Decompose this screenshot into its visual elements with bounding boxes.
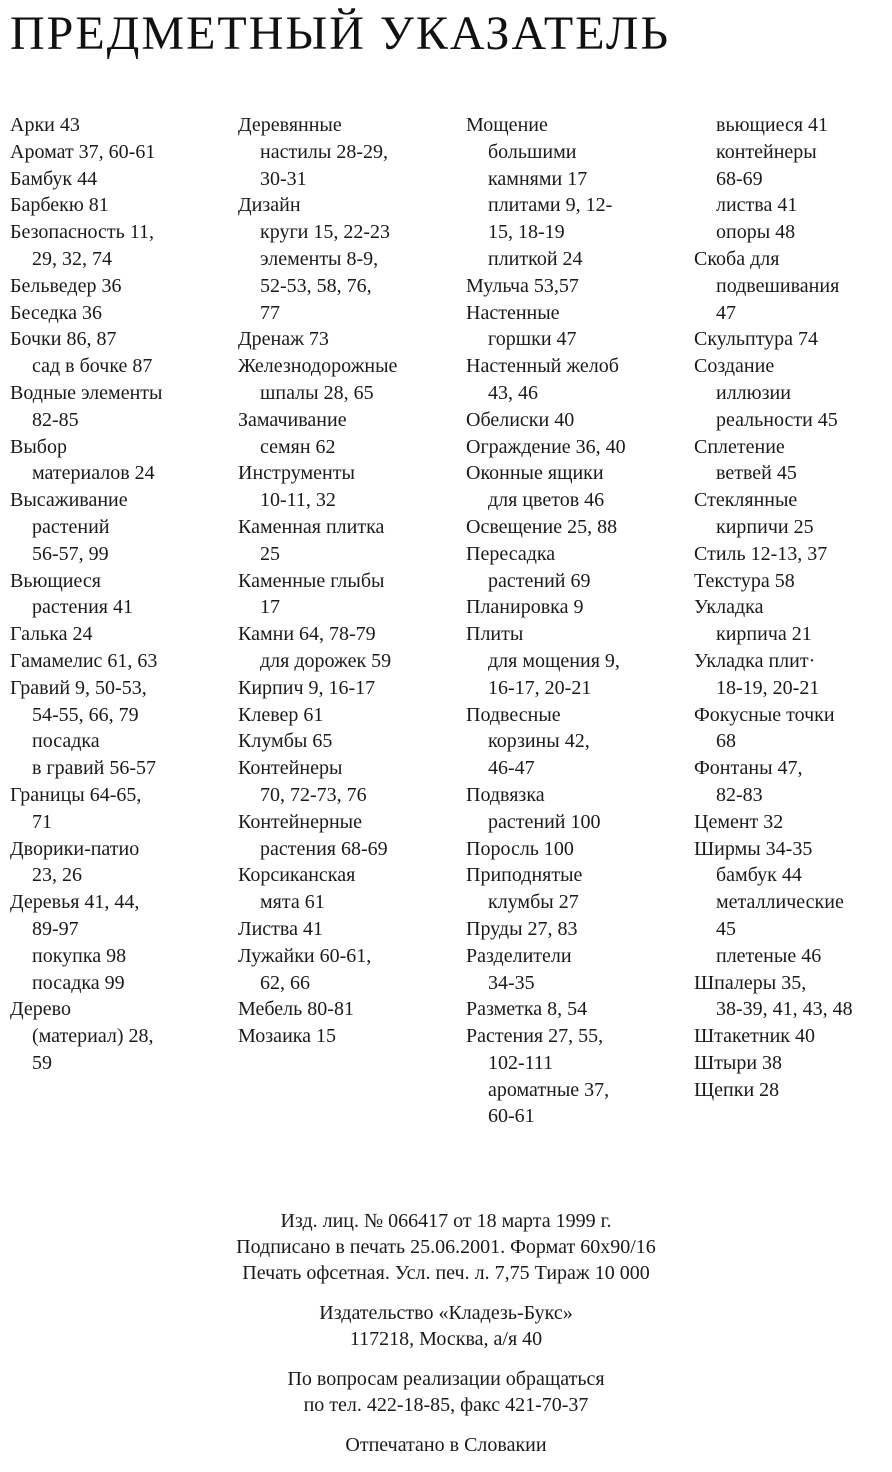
index-subentry: 82-85 <box>32 408 79 431</box>
index-entry: Каменные глыбы <box>238 569 385 592</box>
index-column-4 <box>694 112 853 1103</box>
index-subentry: растения 68-69 <box>260 837 388 860</box>
page-title: ПРЕДМЕТНЫЙ УКАЗАТЕЛЬ <box>10 7 671 60</box>
index-subentry: 16-17, 20-21 <box>488 676 592 699</box>
index-subentry: растений 100 <box>488 810 601 833</box>
index-entry: Фонтаны 47, <box>694 757 803 780</box>
index-entry: Галька 24 <box>10 623 93 646</box>
index-subentry: 17 <box>260 596 280 619</box>
index-subentry: 60-61 <box>488 1105 535 1128</box>
index-subentry: 89-97 <box>32 917 79 940</box>
index-subentry: 15, 18-19 <box>488 221 565 244</box>
index-entry: Создание <box>694 355 775 378</box>
index-subentry: кирпичи 25 <box>716 515 814 538</box>
index-entry: Штакетник 40 <box>694 1025 815 1048</box>
index-subentry: (материал) 28, <box>32 1025 154 1048</box>
index-subentry: контейнеры <box>716 140 817 163</box>
index-subentry: 56-57, 99 <box>32 542 109 565</box>
index-subentry: 34-35 <box>488 971 535 994</box>
index-entry: Мозаика 15 <box>238 1025 337 1048</box>
index-entry: Аромат 37, 60-61 <box>10 140 156 163</box>
index-subentry: 54-55, 66, 79 <box>32 703 139 726</box>
index-subentry: 10-11, 32 <box>260 489 336 512</box>
index-column-1 <box>10 112 162 1077</box>
index-subentry: растений 69 <box>488 569 591 592</box>
index-entry: Разделители <box>466 944 572 967</box>
index-entry: Пересадка <box>466 542 556 565</box>
index-subentry: 47 <box>716 301 736 324</box>
index-subentry: 43, 46 <box>488 381 538 404</box>
index-subentry: 29, 32, 74 <box>32 247 112 270</box>
index-entry: Контейнеры <box>238 757 343 780</box>
index-entry: Текстура 58 <box>694 569 795 592</box>
index-entry: Кирпич 9, 16-17 <box>238 676 376 699</box>
imprint-paragraph <box>0 1300 892 1352</box>
index-subentry: покупка 98 <box>32 944 127 967</box>
index-subentry: 30-31 <box>260 167 307 190</box>
imprint-line: Печать офсетная. Усл. печ. л. 7,75 Тираж 10 000 <box>242 1262 650 1284</box>
index-entry: Дизайн <box>238 194 301 217</box>
index-subentry: сад в бочке 87 <box>32 355 153 378</box>
index-entry: Камни 64, 78-79 <box>238 623 376 646</box>
index-entry: Освещение 25, 88 <box>466 515 618 538</box>
index-entry: Шпалеры 35, <box>694 971 807 994</box>
index-subentry: металлические <box>716 891 844 914</box>
index-subentry: ароматные 37, <box>488 1078 610 1101</box>
index-entry: Настенный желоб <box>466 355 619 378</box>
index-entry: Дворики-патио <box>10 837 140 860</box>
index-subentry: опоры 48 <box>716 221 796 244</box>
index-subentry: клумбы 27 <box>488 891 579 914</box>
index-column-2 <box>238 112 397 1050</box>
index-entry: Контейнерные <box>238 810 362 833</box>
index-subentry: растений <box>32 515 110 538</box>
index-subentry: для дорожек 59 <box>260 649 392 672</box>
imprint-block <box>0 1208 892 1472</box>
index-entry: Настенные <box>466 301 560 324</box>
index-subentry: 52-53, 58, 76, <box>260 274 372 297</box>
index-entry: Корсиканская <box>238 864 356 887</box>
index-subentry: 25 <box>260 542 280 565</box>
index-entry: Ограждение 36, 40 <box>466 435 626 458</box>
imprint-line: 117218, Москва, а/я 40 <box>349 1328 543 1350</box>
index-subentry: семян 62 <box>260 435 336 458</box>
index-entry: Укладка <box>694 596 764 619</box>
index-subentry: большими <box>488 140 577 163</box>
index-subentry: реальности 45 <box>716 408 838 431</box>
imprint-paragraph <box>0 1208 892 1286</box>
index-subentry: 82-83 <box>716 783 763 806</box>
index-entry: Мощение <box>466 114 548 136</box>
index-entry: Железнодорожные <box>238 355 398 378</box>
index-entry: Дерево <box>10 998 71 1021</box>
index-entry: Плиты <box>466 623 524 646</box>
index-subentry: 70, 72-73, 76 <box>260 783 367 806</box>
index-entry: Дренаж 73 <box>238 328 329 351</box>
index-entry: Деревья 41, 44, <box>10 891 140 914</box>
index-subentry: 68 <box>716 730 736 753</box>
index-entry: Каменная плитка <box>238 515 385 538</box>
index-subentry: плиткой 24 <box>488 247 583 270</box>
index-subentry: 62, 66 <box>260 971 310 994</box>
index-subentry: растения 41 <box>32 596 133 619</box>
index-subentry: посадка 99 <box>32 971 125 994</box>
index-entry: Разметка 8, 54 <box>466 998 588 1021</box>
index-subentry: плитами 9, 12- <box>488 194 613 217</box>
imprint-line: по тел. 422-18-85, факс 421-70-37 <box>303 1394 589 1416</box>
index-entry: Скульптура 74 <box>694 328 819 351</box>
index-entry: Оконные ящики <box>466 462 604 485</box>
index-subentry: 77 <box>260 301 280 324</box>
imprint-line: Подписано в печать 25.06.2001. Формат 60х90/16 <box>236 1236 656 1258</box>
index-entry: Гамамелис 61, 63 <box>10 649 158 672</box>
index-entry: Пруды 27, 83 <box>466 917 578 940</box>
index-entry: Деревянные <box>238 114 342 136</box>
index-entry: Арки 43 <box>10 114 80 136</box>
index-subentry: круги 15, 22-23 <box>260 221 391 244</box>
index-entry: Цемент 32 <box>694 810 784 833</box>
index-entry: Поросль 100 <box>466 837 574 860</box>
index-entry: Лужайки 60-61, <box>238 944 372 967</box>
index-subentry: настилы 28-29, <box>260 140 388 163</box>
index-entry: Бочки 86, 87 <box>10 328 117 351</box>
index-entry: Границы 64-65, <box>10 783 142 806</box>
index-subentry: листва 41 <box>716 194 798 217</box>
index-entry: Приподнятые <box>466 864 583 887</box>
index-subentry: подвешивания <box>716 274 840 297</box>
index-subentry: горшки 47 <box>488 328 577 351</box>
index-entry: Фокусные точки <box>694 703 835 726</box>
index-subentry: 71 <box>32 810 52 833</box>
index-subentry: для мощения 9, <box>488 649 620 672</box>
index-subentry: мята 61 <box>260 891 325 914</box>
index-subentry: 59 <box>32 1051 52 1074</box>
index-entry: Укладка плит· <box>694 649 816 672</box>
index-entry: Мульча 53,57 <box>466 274 579 297</box>
index-entry: Обелиски 40 <box>466 408 575 431</box>
index-entry: Бельведер 36 <box>10 274 122 297</box>
index-entry: Сплетение <box>694 435 785 458</box>
imprint-paragraph <box>0 1432 892 1458</box>
index-subentry: в гравий 56-57 <box>32 757 157 780</box>
index-subentry: плетеные 46 <box>716 944 822 967</box>
index-subentry: иллюзии <box>716 381 791 404</box>
index-subentry: посадка <box>32 730 100 753</box>
imprint-line: Издательство «Кладезь-Букс» <box>319 1302 573 1324</box>
index-entry: Барбекю 81 <box>10 194 109 217</box>
index-column-3 <box>466 112 626 1130</box>
index-entry: Планировка 9 <box>466 596 584 619</box>
index-entry: Скоба для <box>694 247 780 270</box>
index-subentry: 45 <box>716 917 736 940</box>
imprint-line: Отпечатано в Словакии <box>345 1434 547 1456</box>
index-entry: Вьющиеся <box>10 569 101 592</box>
index-subentry: 102-111 <box>488 1051 554 1074</box>
index-entry: Бамбук 44 <box>10 167 98 190</box>
index-subentry: корзины 42, <box>488 730 590 753</box>
index-entry: Гравий 9, 50-53, <box>10 676 147 699</box>
index-subentry: шпалы 28, 65 <box>260 381 374 404</box>
index-entry: Ширмы 34-35 <box>694 837 813 860</box>
index-entry: Клумбы 65 <box>238 730 333 753</box>
index-entry: Листва 41 <box>238 917 323 940</box>
index-subentry: 38-39, 41, 43, 48 <box>716 998 853 1021</box>
imprint-line: По вопросам реализации обращаться <box>287 1368 605 1390</box>
index-subentry: камнями 17 <box>488 167 588 190</box>
imprint-line: Изд. лиц. № 066417 от 18 марта 1999 г. <box>280 1210 612 1232</box>
index-entry: Безопасность 11, <box>10 221 155 244</box>
index-entry: Подвязка <box>466 783 545 806</box>
index-entry: Растения 27, 55, <box>466 1025 604 1048</box>
imprint-paragraph <box>0 1366 892 1418</box>
index-subentry: 46-47 <box>488 757 535 780</box>
index-entry: Клевер 61 <box>238 703 324 726</box>
index-subentry: вьющиеся 41 <box>716 114 829 136</box>
index-entry: Замачивание <box>238 408 347 431</box>
index-entry: Подвесные <box>466 703 561 726</box>
index-entry: Беседка 36 <box>10 301 103 324</box>
index-entry: Инструменты <box>238 462 355 485</box>
index-subentry: кирпича 21 <box>716 623 812 646</box>
index-entry: Штыри 38 <box>694 1051 783 1074</box>
index-entry: Мебель 80-81 <box>238 998 354 1021</box>
index-subentry: 18-19, 20-21 <box>716 676 820 699</box>
index-subentry: элементы 8-9, <box>260 247 379 270</box>
index-subentry: 23, 26 <box>32 864 82 887</box>
index-entry: Выбор <box>10 435 67 458</box>
index-entry: Стиль 12-13, 37 <box>694 542 828 565</box>
index-subentry: 68-69 <box>716 167 763 190</box>
index-entry: Водные элементы <box>10 381 163 404</box>
index-subentry: ветвей 45 <box>716 462 797 485</box>
index-entry: Щепки 28 <box>694 1078 780 1101</box>
index-subentry: для цветов 46 <box>488 489 605 512</box>
index-entry: Стеклянные <box>694 489 798 512</box>
index-subentry: бамбук 44 <box>716 864 802 887</box>
index-entry: Высаживание <box>10 489 128 512</box>
index-subentry: материалов 24 <box>32 462 155 485</box>
